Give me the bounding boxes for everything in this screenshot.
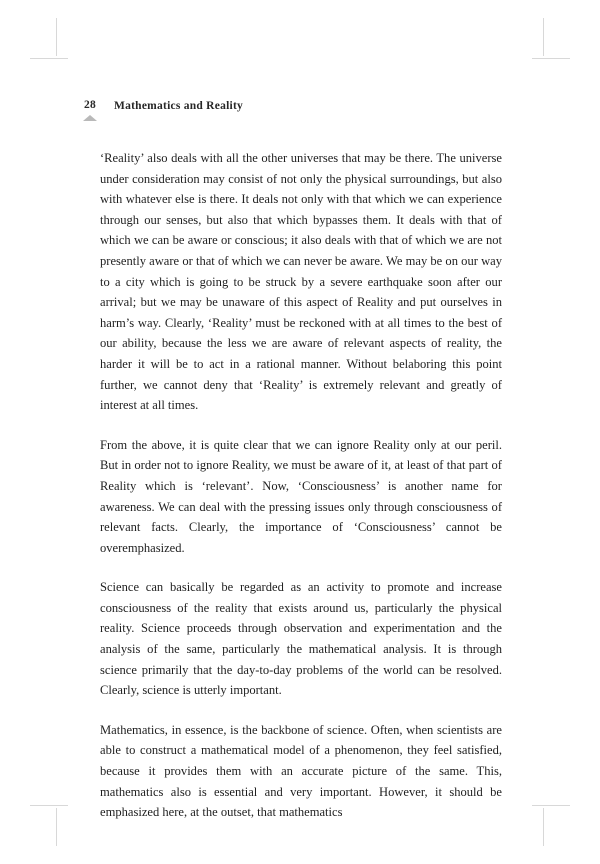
crop-mark-top-right: [526, 18, 570, 62]
paragraph: From the above, it is quite clear that we can ignore Reality only at our peril. But in order not to ignore Reality, we must be aware of it, at least of that part of Reality which is ‘relevant’. Now, ‘Consciousness’ is another name for awareness. We can deal with the pressing issues only through consciousness of relevant facts. Clearly, the importance of ‘Consciousness’ cannot be overemphasized.: [100, 437, 502, 555]
crop-mark-bottom-left: [30, 802, 74, 846]
page-number: 28: [84, 99, 96, 111]
running-title: Mathematics and Reality: [114, 100, 244, 112]
crop-mark-bottom-right: [526, 802, 570, 846]
running-header: [80, 100, 243, 121]
paragraph: ‘Reality’ also deals with all the other universes that may be there. The universe under consideration may consist of not only the physical surroundings, but also with whatever else is there. It deals not only with that which we can experience through our senses, but also that which bypasses them. It deals with that of which we can be aware or conscious; it also deals with that of which we are not presently aware or that of which we can never be aware. We may be on our way to a city which is going to be struck by a severe earthquake soon after our arrival; but we may be unaware of this aspect of Reality and put ourselves in harm’s way. Clearly, ‘Reality’ must be reckoned with at all times to the best of our ability, because the less we are aware of relevant aspects of reality, the harder it will be to act in a rational manner. Without belaboring this point further, we cannot deny that ‘Reality’ is extremely relevant and greatly of interest at all times.: [100, 151, 502, 413]
paragraph: Mathematics, in essence, is the backbone of science. Often, when scientists are able to construct a mathematical model of a phenomenon, they feel satisfied, because it provides them with an accurate picture of the same. This, mathematics also is essential and very important. However, it should be emphasized here, at the outset, that mathematics: [100, 722, 502, 820]
folio-block: [80, 100, 100, 121]
paragraph: Science can basically be regarded as an activity to promote and increase consciousness of the reality that exists around us, particularly the physical reality. Science proceeds through observation and experimentation and the analysis of the same, particularly the mathematical analysis. It is through science primarily that the day-to-day problems of the world can be resolved. Clearly, science is utterly important.: [100, 580, 502, 698]
triangle-ornament-icon: [83, 115, 97, 121]
crop-mark-top-left: [30, 18, 74, 62]
body-text-column: [100, 148, 502, 823]
